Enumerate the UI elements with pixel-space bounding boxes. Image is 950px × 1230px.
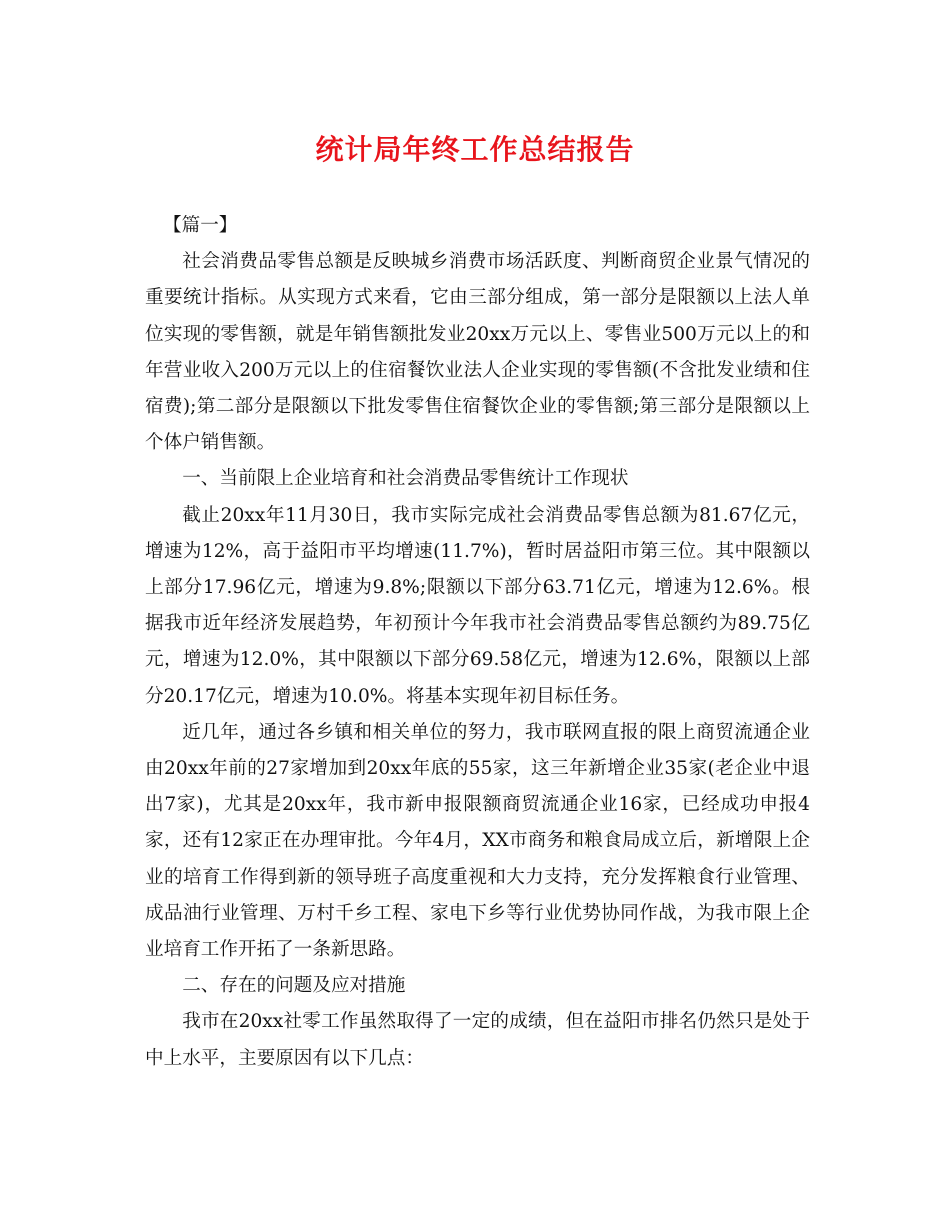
document-body (145, 208, 810, 1077)
heading-problems: 二、存在的问题及应对措施 (182, 975, 406, 997)
paragraph-intro: 社会消费品零售总额是反映城乡消费市场活跃度、判断商贸企业景气情况的重要统计指标。从实现方式来看，它由三部分组成，第一部分是限额以上法人单位实现的零售额，就是年销售额批发业20xx万元以上、零售业500万元以上的和年营业收入200万元以上的住宿餐饮业法人企业实现的零售额(不含批发业绩和住宿费);第二部分是限额以下批发零售住宿餐饮企业的零售额;第三部分是限额以上个体户销售额。 (145, 251, 810, 454)
paragraph-problems-intro: 我市在20xx社零工作虽然取得了一定的成绩，但在益阳市排名仍然只是处于中上水平，主要原因有以下几点： (145, 1011, 810, 1069)
section-marker: 【篇一】 (163, 215, 238, 236)
heading-current-status: 一、当前限上企业培育和社会消费品零售统计工作现状 (182, 468, 629, 490)
paragraph-enterprise-growth: 近几年，通过各乡镇和相关单位的努力，我市联网直报的限上商贸流通企业由20xx年前的27家增加到20xx年底的55家，这三年新增企业35家(老企业中退出7家)，尤其是20xx年，我市新申报限额商贸流通企业16家，已经成功申报4家，还有12家正在办理审批。今年4月，XX市商务和粮食局成立后，新增限上企业的培育工作得到新的领导班子高度重视和大力支持，充分发挥粮食行业管理、成品油行业管理、万村千乡工程、家电下乡等行业优势协同作战，为我市限上企业培育工作开拓了一条新思路。 (145, 721, 810, 961)
paragraph-retail-figures: 截止20xx年11月30日，我市实际完成社会消费品零售总额为81.67亿元，增速为12%，高于益阳市平均增速(11.7%)，暂时居益阳市第三位。其中限额以上部分17.96亿元，增速为9.8%;限额以下部分63.71亿元，增速为12.6%。根据我市近年经济发展趋势，年初预计今年我市社会消费品零售总额约为89.75亿元，增速为12.0%，其中限额以下部分69.58亿元，增速为12.6%，限额以上部分20.17亿元，增速为10.0%。将基本实现年初目标任务。 (145, 504, 810, 707)
document-title: 统计局年终工作总结报告 (315, 133, 635, 166)
